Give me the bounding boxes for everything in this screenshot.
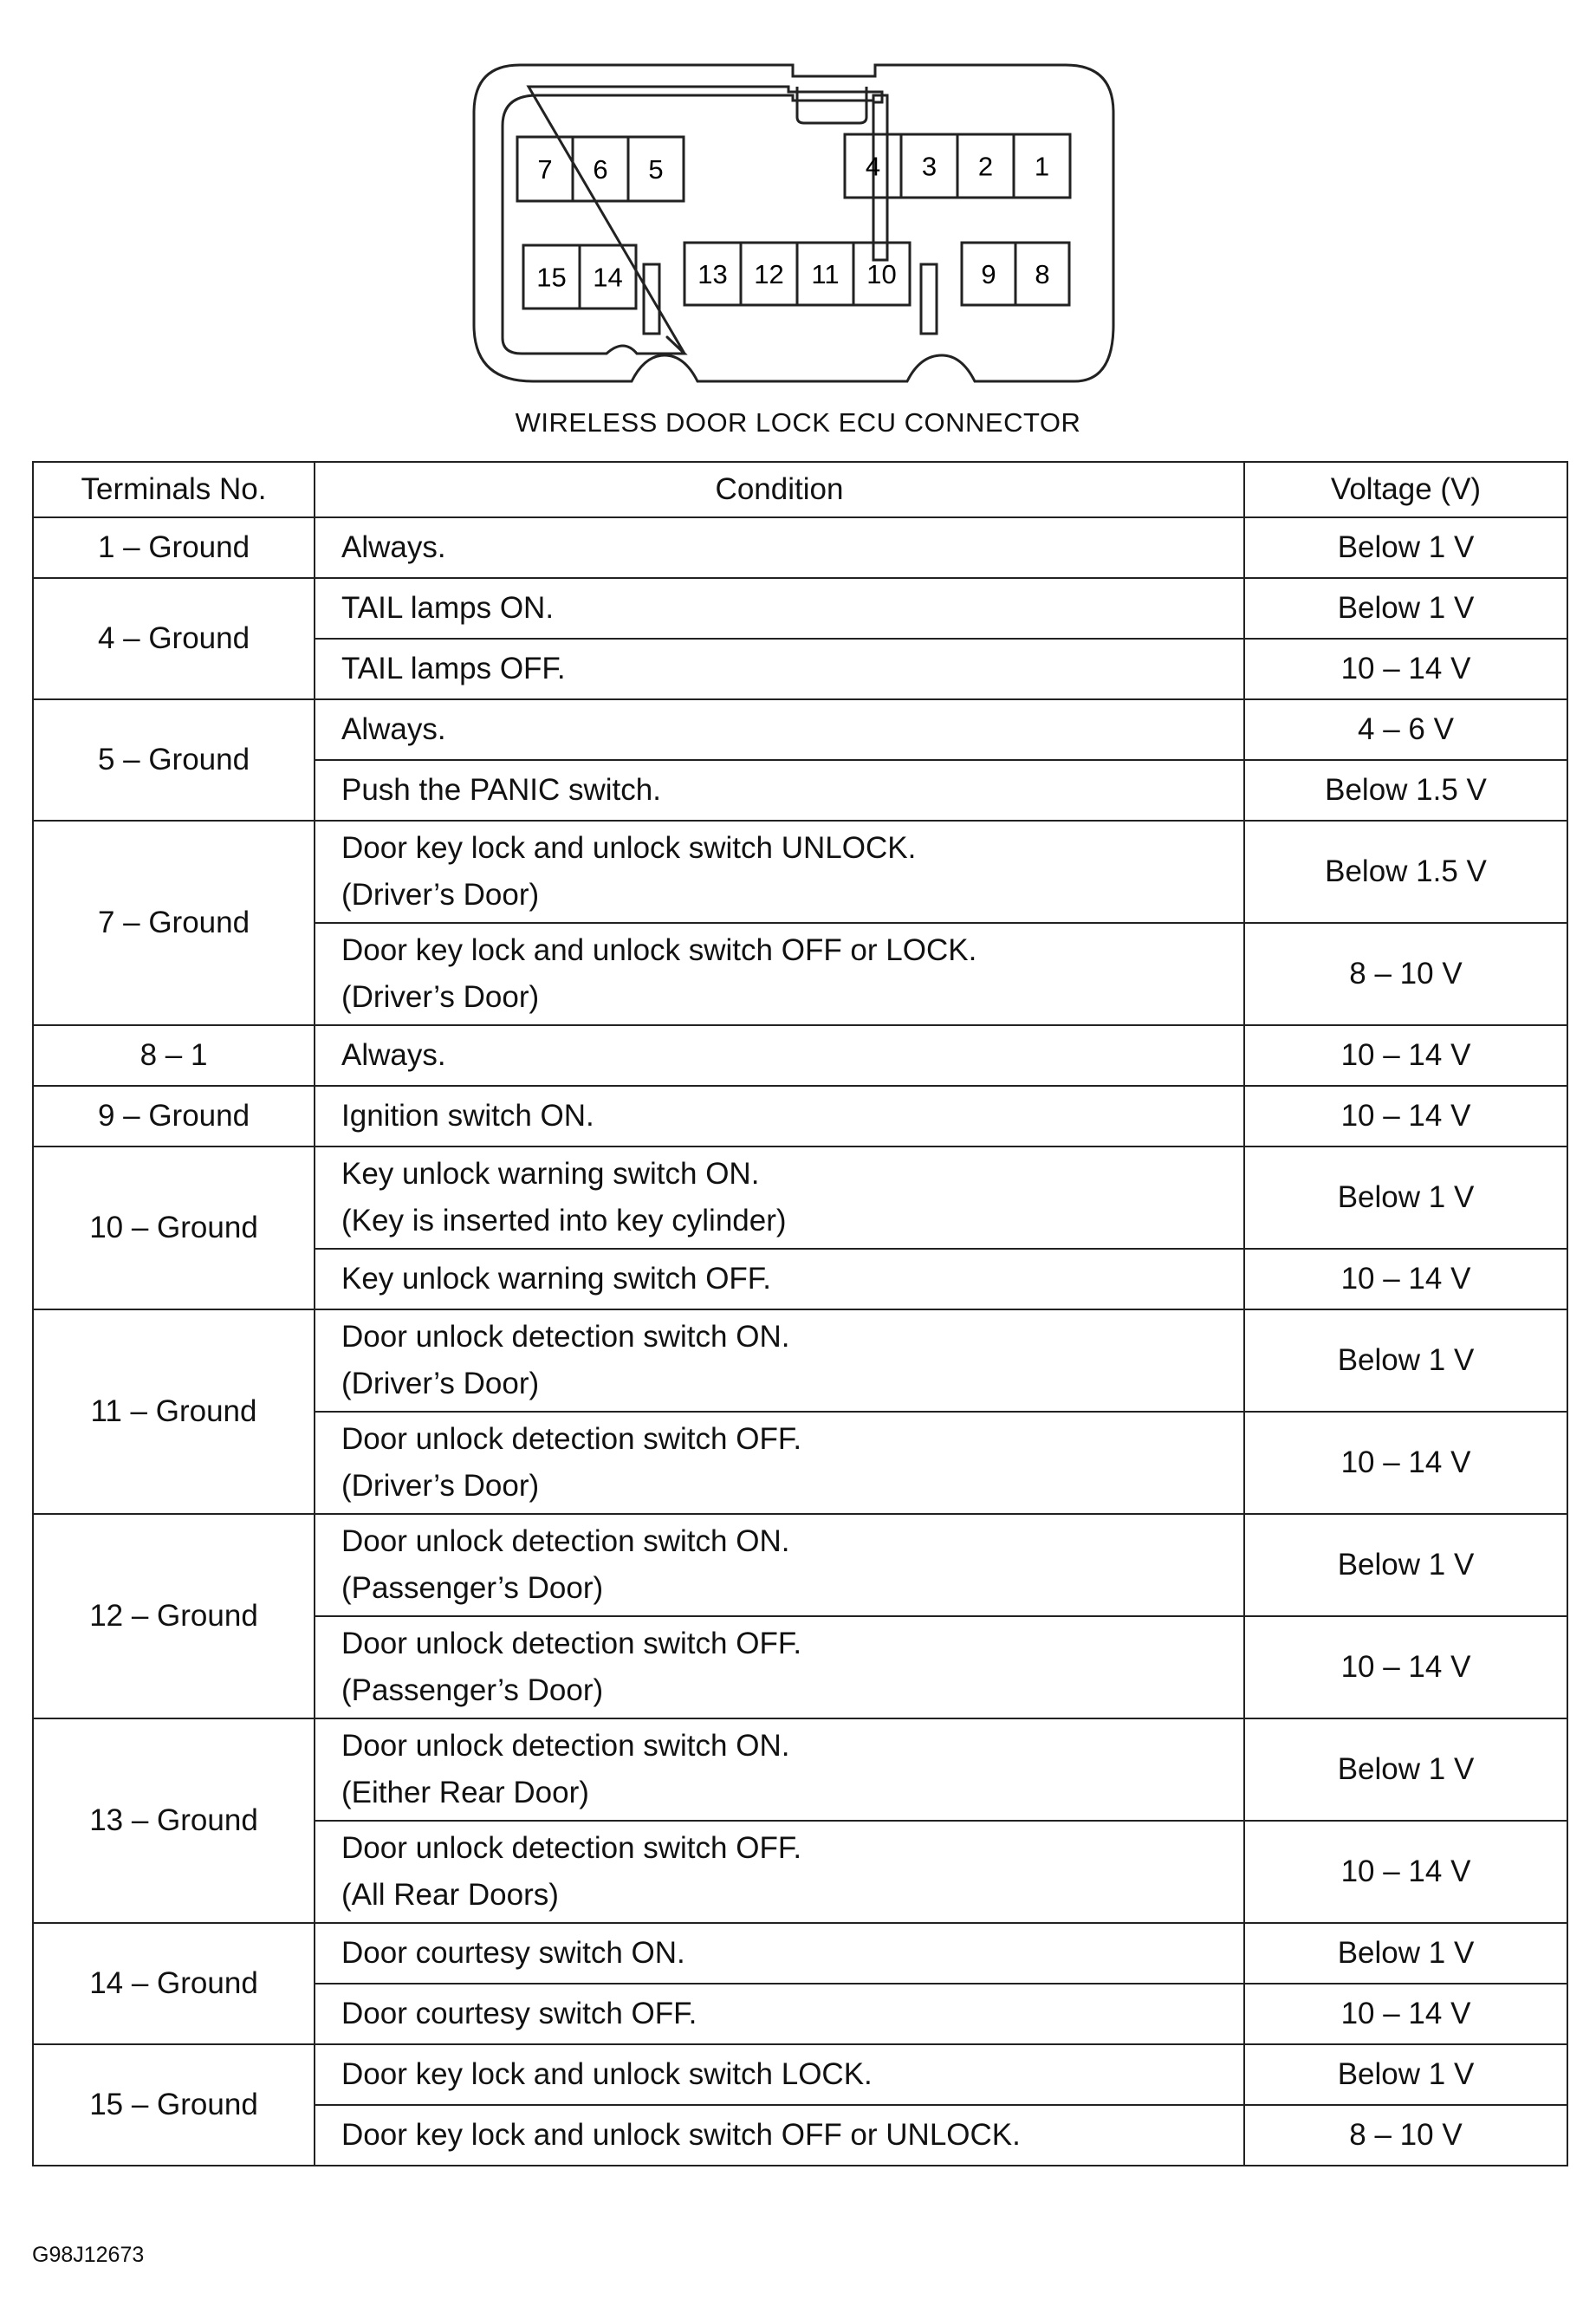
connector-pin-label: 3 [921,151,937,182]
terminal-cell: 5 – Ground [33,699,315,821]
voltage-cell: Below 1 V [1244,1309,1567,1412]
terminal-cell: 9 – Ground [33,1086,315,1147]
connector-title: WIRELESS DOOR LOCK ECU CONNECTOR [515,407,1081,438]
condition-line: Ignition switch ON. [341,1099,594,1133]
condition-line: (Driver’s Door) [341,1367,540,1400]
voltage-cell: 10 – 14 V [1244,639,1567,699]
voltage-cell: 8 – 10 V [1244,923,1567,1025]
table-row [33,2044,1567,2105]
connector-pin-label: 2 [977,151,994,182]
voltage-cell: 10 – 14 V [1244,1249,1567,1309]
connector-pin-label: 8 [1035,259,1050,289]
condition-line: (Either Rear Door) [341,1776,589,1809]
condition-cell [315,1412,1244,1514]
condition-line: Always. [341,712,446,746]
connector-pin [1015,243,1069,305]
connector-pin-label: 4 [865,151,881,182]
condition-cell [315,1821,1244,1923]
connector-pin [1014,134,1070,198]
table-body [33,517,1567,2166]
terminal-cell: 4 – Ground [33,578,315,699]
condition-cell [315,699,1244,760]
condition-cell [315,1923,1244,1984]
voltage-cell: Below 1 V [1244,1923,1567,1984]
condition-cell [315,1025,1244,1086]
condition-line: Door key lock and unlock switch UNLOCK. [341,831,917,865]
table-row [33,699,1567,760]
condition-cell [315,1249,1244,1309]
terminal-cell: 14 – Ground [33,1923,315,2044]
voltage-cell: Below 1.5 V [1244,821,1567,923]
condition-line: (Passenger’s Door) [341,1571,604,1605]
condition-line: (All Rear Doors) [341,1878,559,1912]
connector-pin [901,134,957,198]
connector-inner-outline [503,87,882,354]
voltage-cell: 10 – 14 V [1244,1984,1567,2044]
condition-cell [315,1616,1244,1718]
condition-line: TAIL lamps ON. [341,591,555,625]
connector-pin-label: 12 [754,259,784,289]
connector-diagram [468,61,1126,399]
condition-line: Door key lock and unlock switch OFF or UNLOCK. [341,2118,1021,2152]
table-row [33,821,1567,923]
connector-housing [474,65,1113,381]
condition-line: Key unlock warning switch ON. [341,1157,760,1191]
condition-cell [315,1514,1244,1616]
terminal-cell: 15 – Ground [33,2044,315,2166]
connector-pin-label: 9 [981,259,996,289]
voltage-cell: 10 – 14 V [1244,1821,1567,1923]
terminal-cell: 10 – Ground [33,1147,315,1309]
condition-line: Door unlock detection switch OFF. [341,1831,802,1865]
connector-pin [628,137,684,201]
condition-line: TAIL lamps OFF. [341,652,566,685]
condition-line: Push the PANIC switch. [341,773,661,807]
key-slot-right [921,264,937,334]
terminal-spec-table [32,461,1568,2166]
table-row [33,517,1567,578]
connector-pin [853,243,910,305]
condition-line: Door unlock detection switch ON. [341,1524,790,1558]
condition-line: (Driver’s Door) [341,1469,540,1503]
voltage-cell: Below 1 V [1244,1718,1567,1821]
condition-cell [315,1147,1244,1249]
connector-pin [741,243,797,305]
table-header-row [33,462,1567,517]
condition-cell [315,517,1244,578]
connector-pin [797,243,853,305]
connector-pin-label: 13 [697,259,728,289]
condition-cell [315,578,1244,639]
pin-layer [517,134,1070,309]
condition-line: Key unlock warning switch OFF. [341,1262,772,1296]
condition-line: Door courtesy switch OFF. [341,1997,697,2030]
condition-line: Door unlock detection switch OFF. [341,1627,802,1660]
connector-pin [957,134,1014,198]
table-row [33,578,1567,639]
table-row [33,1309,1567,1412]
voltage-cell: Below 1 V [1244,2044,1567,2105]
table-row [33,1147,1567,1249]
condition-line: Door key lock and unlock switch OFF or LOCK. [341,933,977,967]
condition-cell [315,1718,1244,1821]
condition-line: Door courtesy switch ON. [341,1936,685,1970]
voltage-cell: Below 1 V [1244,578,1567,639]
voltage-cell: 8 – 10 V [1244,2105,1567,2166]
condition-line: Door unlock detection switch ON. [341,1729,790,1763]
condition-cell [315,1984,1244,2044]
condition-cell [315,2105,1244,2166]
condition-line: Always. [341,1038,446,1072]
condition-cell [315,1086,1244,1147]
voltage-cell: Below 1 V [1244,1147,1567,1249]
connector-pin-label: 10 [866,259,897,289]
voltage-cell: Below 1 V [1244,517,1567,578]
voltage-cell: 10 – 14 V [1244,1086,1567,1147]
table-row [33,1086,1567,1147]
terminal-cell: 8 – 1 [33,1025,315,1086]
condition-cell [315,639,1244,699]
condition-cell [315,2044,1244,2105]
header-terminals: Terminals No. [33,462,315,517]
voltage-cell: 10 – 14 V [1244,1616,1567,1718]
connector-pin [684,243,741,305]
condition-line: Door unlock detection switch ON. [341,1320,790,1354]
voltage-cell: Below 1.5 V [1244,760,1567,821]
condition-cell [315,1309,1244,1412]
connector-pin [573,137,628,201]
voltage-cell: 10 – 14 V [1244,1412,1567,1514]
terminal-cell: 11 – Ground [33,1309,315,1514]
table-row [33,1514,1567,1616]
condition-cell [315,821,1244,923]
connector-pin-label: 14 [593,262,623,293]
condition-cell [315,923,1244,1025]
figure-code: G98J12673 [32,2243,145,2267]
terminal-cell: 12 – Ground [33,1514,315,1718]
connector-pin-label: 1 [1034,151,1050,182]
header-condition: Condition [315,462,1244,517]
terminal-cell: 1 – Ground [33,517,315,578]
voltage-cell: Below 1 V [1244,1514,1567,1616]
connector-pin-label: 7 [537,154,553,185]
connector-pin-label: 6 [593,154,608,185]
condition-line: (Key is inserted into key cylinder) [341,1204,787,1237]
condition-cell [315,760,1244,821]
terminal-cell: 7 – Ground [33,821,315,1025]
connector-pin-label: 5 [648,154,664,185]
voltage-cell: 4 – 6 V [1244,699,1567,760]
condition-line: (Driver’s Door) [341,980,540,1014]
connector-pin [962,243,1015,305]
terminal-cell: 13 – Ground [33,1718,315,1923]
connector-pin [523,245,580,309]
voltage-cell: 10 – 14 V [1244,1025,1567,1086]
condition-line: (Passenger’s Door) [341,1673,604,1707]
table-row [33,1718,1567,1821]
condition-line: (Driver’s Door) [341,878,540,912]
table-row [33,1923,1567,1984]
connector-pin-label: 15 [536,262,567,293]
condition-line: Door key lock and unlock switch LOCK. [341,2057,873,2091]
condition-line: Always. [341,530,446,564]
connector-pin-label: 11 [811,259,840,289]
table-row [33,1025,1567,1086]
condition-line: Door unlock detection switch OFF. [341,1422,802,1456]
header-voltage: Voltage (V) [1244,462,1567,517]
